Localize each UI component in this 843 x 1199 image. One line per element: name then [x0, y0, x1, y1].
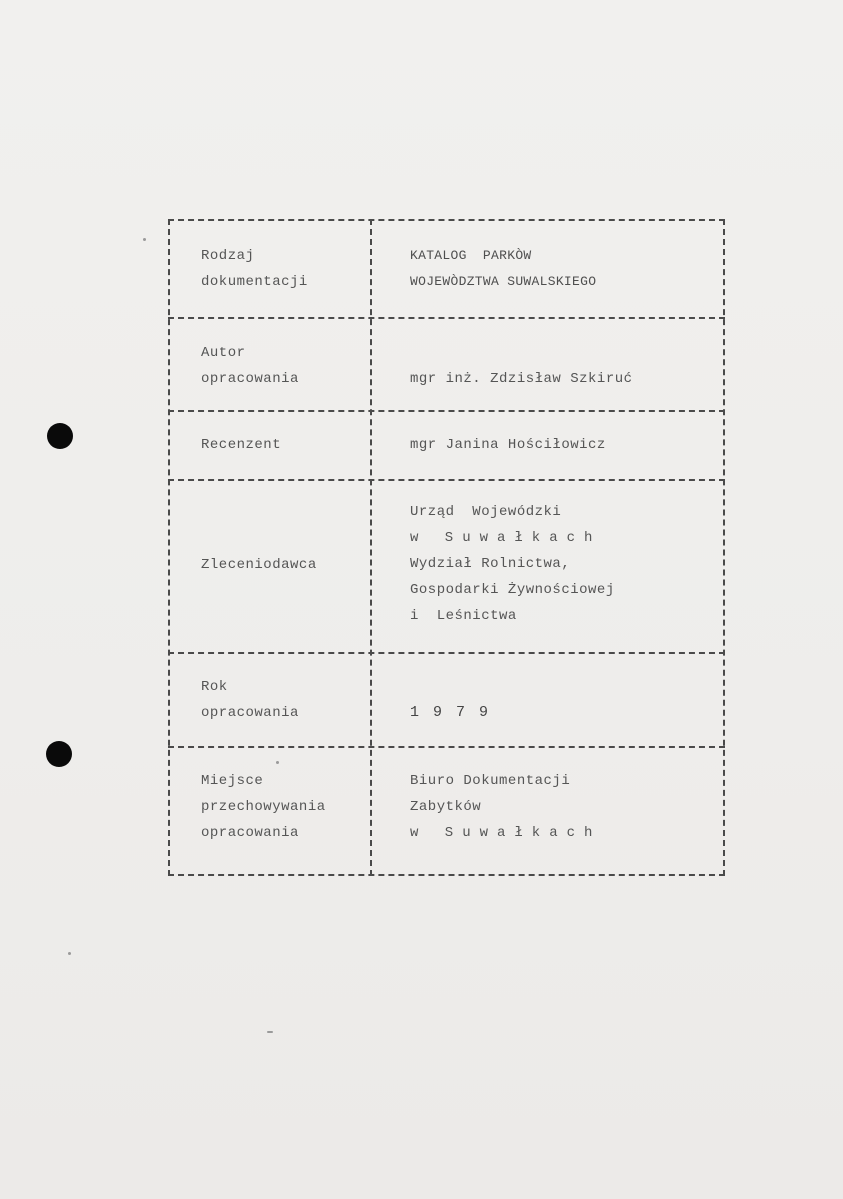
value-line: Urząd Wojewódzki — [410, 504, 562, 520]
label-line: Recenzent — [201, 437, 282, 453]
row-value-reviewer — [410, 432, 606, 458]
row-label-year — [201, 674, 299, 726]
label-line: Autor — [201, 345, 246, 361]
value-line-title: KATALOG PARKÒW — [410, 248, 532, 263]
label-line: opracowania — [201, 371, 299, 387]
row-value-storage-place — [410, 768, 601, 846]
label-line: dokumentacji — [201, 274, 308, 290]
row-divider — [168, 746, 725, 748]
value-line-spaced: w Suwałkach — [410, 825, 602, 841]
label-line: Rok — [201, 679, 228, 695]
punch-hole-bottom — [46, 741, 72, 767]
row-value-author — [410, 366, 633, 392]
paper-speck — [143, 238, 146, 241]
document-info-table — [168, 219, 725, 876]
label-line: Miejsce — [201, 773, 264, 789]
label-line: opracowania — [201, 825, 299, 841]
column-divider — [370, 219, 372, 876]
value-line: i Leśnictwa — [410, 608, 517, 624]
label-line: opracowania — [201, 705, 299, 721]
value-line: Biuro Dokumentacji — [410, 773, 571, 789]
value-line: mgr Janina Hościłowicz — [410, 437, 606, 453]
row-divider — [168, 479, 725, 481]
value-line: mgr inż. Zdzisław Szkiruć — [410, 371, 633, 387]
value-line-spaced: w Suwałkach — [410, 530, 602, 546]
row-value-document-type — [410, 243, 596, 295]
row-label-storage-place — [201, 768, 326, 846]
row-label-reviewer — [201, 432, 281, 458]
value-line-title: WOJEWÒDZTWA SUWALSKIEGO — [410, 274, 597, 289]
value-line: Wydział Rolnictwa, — [410, 556, 571, 572]
row-divider — [168, 410, 725, 412]
paper-speck — [68, 952, 71, 955]
table-border-left — [168, 219, 170, 876]
row-divider — [168, 652, 725, 654]
paper-speck — [267, 1031, 273, 1033]
row-value-year — [410, 700, 502, 726]
table-border-right — [723, 219, 725, 876]
table-border-top — [168, 219, 725, 221]
label-line: przechowywania — [201, 799, 326, 815]
row-divider — [168, 317, 725, 319]
table-border-bottom — [168, 874, 725, 876]
punch-hole-top — [47, 423, 73, 449]
row-label-author — [201, 340, 299, 392]
value-line-year: 1979 — [410, 704, 503, 721]
label-line: Rodzaj — [201, 248, 255, 264]
value-line: Gospodarki Żywnościowej — [410, 582, 615, 598]
label-line: Zleceniodawca — [201, 557, 317, 573]
row-label-document-type — [201, 243, 308, 295]
row-label-commissioner — [201, 552, 317, 578]
value-line: Zabytków — [410, 799, 482, 815]
row-value-commissioner — [410, 499, 615, 629]
